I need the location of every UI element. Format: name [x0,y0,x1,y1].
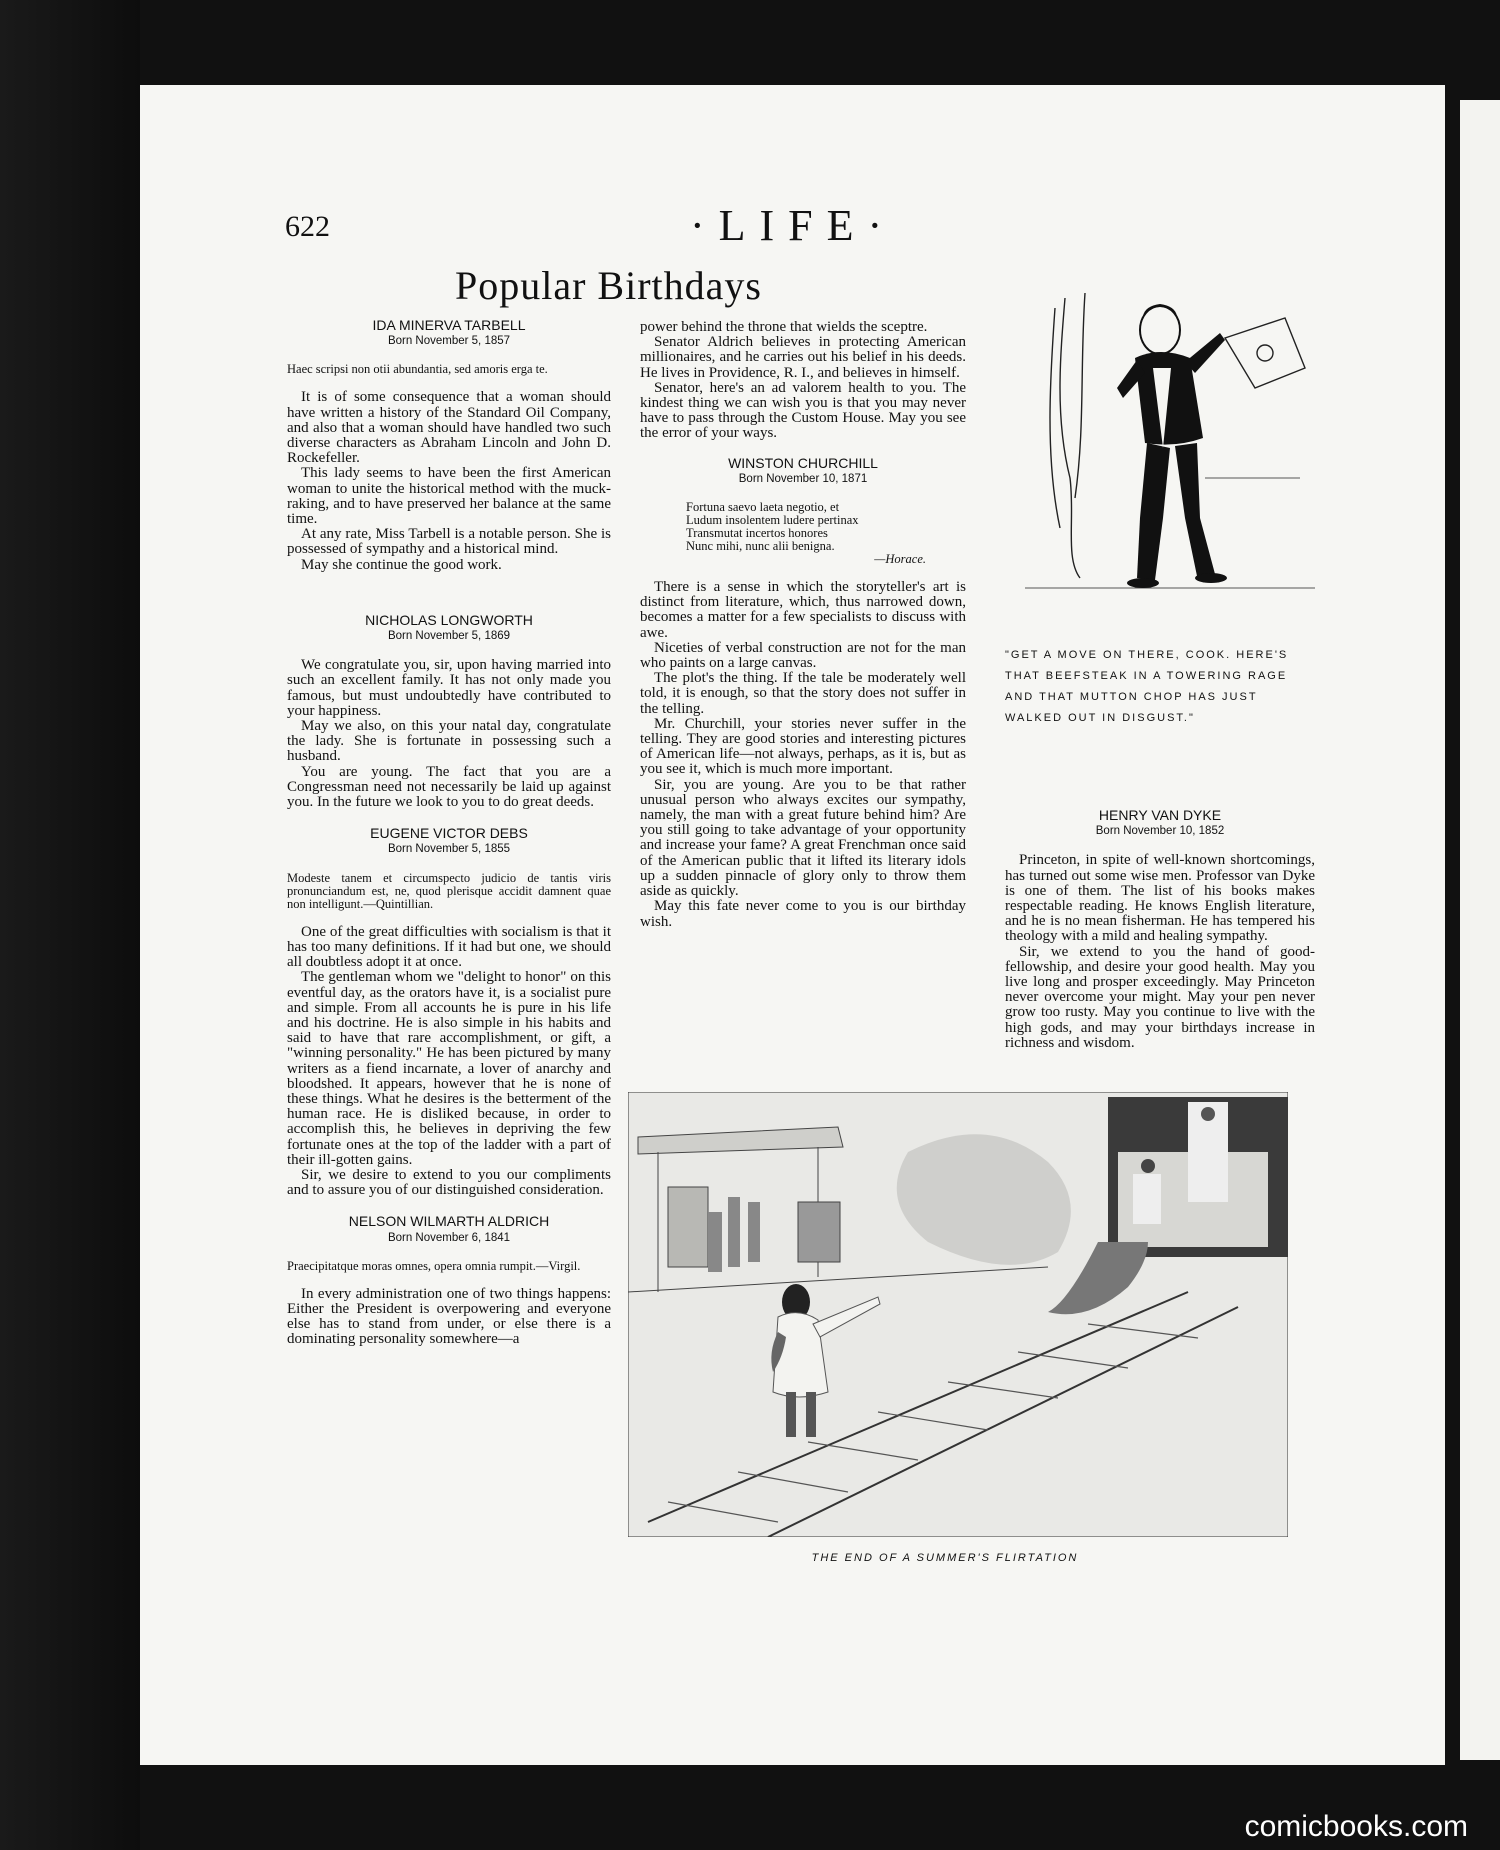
paragraph: May we also, on this your natal day, congratulate the lady. She is fortunate in possessing such a husband. [287,718,611,765]
birth-date: Born November 6, 1841 [387,1231,511,1244]
spacer [287,810,611,826]
paragraph: Princeton, in spite of well-known shortcomings, has turned out some wise men. Professor van Dyke is one of them. The list of his books makes respectable reading. He knows English literature, and he is no mean fisherman. He has tempered his theology with a mild and healing sympathy. [1005,852,1315,945]
section-name: IDA MINERVA TARBELL [372,317,526,333]
paragraph: Sir, we desire to extend to you our compliments and to assure you of our distinguished consideration. [287,1166,611,1199]
birth-date: Born November 5, 1857 [387,335,511,348]
article-body [287,658,611,810]
birth-date: Born November 5, 1855 [387,843,511,856]
section-name: EUGENE VICTOR DEBS [370,825,528,842]
spacer [640,442,966,456]
paragraph: One of the great difficulties with socialism is that it has too many definitions. If it had but one, we should all doubtless adopt it at once. [287,923,611,971]
paragraph: At any rate, Miss Tarbell is a notable person. She is possessed of sympathy and a historical mind. [287,526,611,558]
paragraph: Niceties of verbal construction are not for the man who paints on a large canvas. [640,639,966,672]
article-body [640,580,966,930]
column-3 [1005,808,1315,1051]
latin-motto [640,501,966,566]
train-caption: THE END OF A SUMMER'S FLIRTATION [811,1552,1079,1564]
article-body [287,1287,611,1348]
motto-line: Fortuna saevo laeta negotio, et [686,500,840,515]
birth-date: Born November 5, 1869 [387,630,511,643]
watermark: comicbooks.com [1244,1810,1468,1843]
article-body [287,925,611,1199]
paragraph: Sir, you are young. Are you to be that rather unusual person who always excites our sympathy, namely, the man with a great future behind him? Are you still going to take advantage of your opportunity and increase your fame? A great Frenchman once said of the American public that it lifted its literary idols up a sudden pinnacle of glory only to throw them aside as quickly. [640,776,966,900]
paragraph: May she continue the good work. [301,556,502,573]
paragraph: In every administration one of two things happens: Either the President is overpowering and everyone else has to stand from under, or else there is a dominating personality somewhere—a [287,1285,611,1348]
section-name: HENRY VAN DYKE [1098,807,1222,823]
spacer [287,573,611,613]
paragraph: It is of some consequence that a woman should have written a history of the Standard Oil Company, and also that a woman should have handled two such diverse characters as Abraham Lincoln and John D. Rockefeller. [287,389,611,467]
paragraph: There is a sense in which the storyteller's art is distinct from literature, which, thus narrowed down, becomes a matter for a few specialists to discuss with awe. [640,579,966,641]
paragraph: This lady seems to have been the first American woman to unite the historical method with the muck-raking, and to have preserved her balance at the same time. [287,465,611,528]
column-2 [640,320,966,930]
paragraph: The gentleman whom we "delight to honor" on this eventful day, as the orators have it, is a socialist pure and simple. From all accounts he is pure in his life and his doctrine. He is also simple in his habits and said to have that rare accomplishment, or gift, a "winning personality." He has been pictured by many writers as a fiend incarnate, a lover of anarchy and bloodshed. It appears, however that he is none of these things. What he desires is the betterment of the human race. He is disliked because, in order to accomplish this, he believes in depriving the few fortunate ones at the top of the ladder with a part of their ill-gotten gains. [287,969,611,1168]
masthead: ·LIFE· [690,201,897,250]
paragraph: Sir, we extend to you the hand of good-fellowship, and desire your good health. May you live long and prosper exceedingly. May Princeton never overcome your might. May your pen never grow too rusty. May you continue to live with the high gods, and may your birthdays increase in richness and wisdom. [1005,943,1315,1051]
birth-date: Born November 10, 1852 [1095,825,1225,838]
section-name: NICHOLAS LONGWORTH [365,611,533,628]
paragraph: The plot's the thing. If the tale be moderately well told, it is enough, so that the story does not suffer in the telling. [640,670,966,717]
facing-page-edge [1460,100,1500,1760]
cook-caption: "GET A MOVE ON THERE, COOK. HERE'S THAT BEEFSTEAK IN A TOWERING RAGE AND THAT MUTTON CHOP HAS JUST WALKED OUT IN DISGUST." [1005,649,1289,724]
paragraph: power behind the throne that wields the sceptre. [640,319,928,335]
page-number: 622 [285,210,330,243]
cook-cartoon-illustration [1025,278,1315,618]
paragraph: May this fate never come to you is our birthday wish. [640,898,966,930]
scan-border-left [0,0,140,1850]
page-title: Popular Birthdays [455,263,762,308]
article-body [287,390,611,572]
birth-date: Born November 10, 1871 [738,472,868,485]
motto-attribution: —Horace. [874,552,926,567]
paragraph: Mr. Churchill, your stories never suffer in the telling. They are good stories and interesting pictures of American life—not always, perhaps, as it is, but as you see it, which is much more important. [640,715,966,778]
column-1 [287,318,611,1348]
motto-line: Nunc mihi, nunc alii benigna. [686,539,835,554]
spacer [287,1198,611,1214]
motto-line: Ludum insolentem ludere pertinax [686,513,859,528]
latin-motto: Modeste tanem et circumspecto judicio de tantis viris pronunciandum est, ne, quod plerisque accidit damnent quae non intelligunt.—Quintillian. [287,870,611,911]
section-name: NELSON WILMARTH ALDRICH [348,1213,550,1230]
motto-line: Transmutat incertos honores [686,526,828,541]
article-body [1005,853,1315,1051]
section-name: WINSTON CHURCHILL [728,454,878,471]
paragraph: Senator, here's an ad valorem health to you. The kindest thing we can wish you is that you may never have to pass through the Custom House. May you see the error of your ways. [640,379,966,442]
paragraph: You are young. The fact that you are a Congressman need not necessarily be laid up against you. In the future we look to you to do great deeds. [287,763,611,811]
latin-motto: Praecipitatque moras omnes, opera omnia rumpit.—Virgil. [287,1258,581,1273]
article-body-continued [640,320,966,442]
latin-motto: Haec scripsi non otii abundantia, sed amoris erga te. [287,362,548,377]
train-platform-illustration [628,1092,1288,1537]
paragraph: We congratulate you, sir, upon having married into such an excellent family. It has not only made you famous, but must undoubtedly have contributed to your happiness. [287,657,611,719]
paragraph: Senator Aldrich believes in protecting American millionaires, and he carries out his belief in his deeds. He lives in Providence, R. I., and believes in himself. [640,334,966,381]
